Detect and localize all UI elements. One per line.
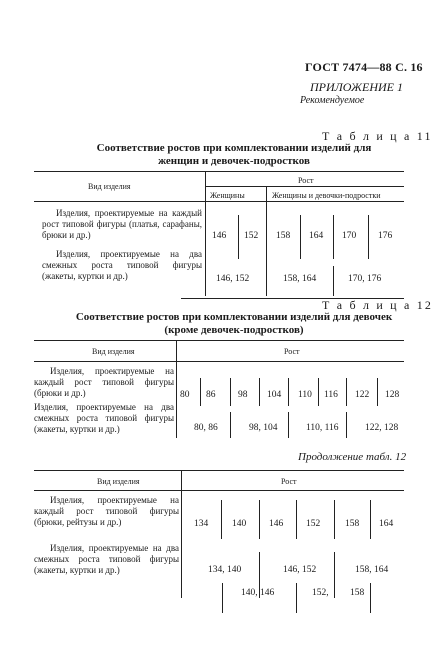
table-12-col-height: Рост bbox=[284, 347, 300, 356]
table-12-cont-row1-label: Изделия, проектируемые на каждый рост типовой фигуры (брюки, рейтузы и др.) bbox=[34, 495, 179, 527]
table-12-title bbox=[44, 311, 424, 337]
table-12-label: Т а б л и ц а 12 bbox=[322, 298, 434, 312]
table-12-row2-label: Изделия, проектируемые на два смежных роста типовой фигуры (жакеты, куртки и др.) bbox=[34, 402, 174, 434]
table-11-r1-v6: 176 bbox=[378, 231, 393, 241]
table-12-cont-r2-v3: 158, 164 bbox=[355, 565, 389, 575]
table-12-r1-v3: 98 bbox=[238, 390, 248, 400]
table-11-r1-v4: 164 bbox=[309, 231, 324, 241]
table-12-r2-v2: 98, 104 bbox=[249, 423, 278, 433]
table-12-col-item: Вид изделия bbox=[92, 347, 135, 356]
table-12-r1-v5: 110 bbox=[298, 390, 312, 400]
table-12-cont-r1-v5: 158 bbox=[345, 519, 360, 529]
table-12-r2-v3: 110, 116 bbox=[306, 423, 339, 433]
table-11-title bbox=[44, 142, 424, 168]
table-11-title-line2: женщин и девочек-подростков bbox=[158, 155, 310, 167]
table-12-cont-r1-v3: 146 bbox=[269, 519, 284, 529]
table-12-cont-r2-v2: 146, 152 bbox=[283, 565, 317, 575]
appendix-status: Рекомендуемое bbox=[300, 95, 365, 106]
table-11-r1-v5: 170 bbox=[342, 231, 357, 241]
table-11-sub-women: Женщины bbox=[210, 191, 245, 200]
document-code: ГОСТ 7474—88 С. 16 bbox=[305, 60, 423, 74]
table-11-r2-v3: 170, 176 bbox=[348, 274, 382, 284]
table-12-cont-r3-v1: 140, 146 bbox=[241, 588, 275, 598]
table-11-sub-women-girls: Женщины и девочки-подростки bbox=[272, 191, 381, 200]
table-12-r1-v7: 122 bbox=[355, 390, 370, 400]
table-12-r2-v1: 80, 86 bbox=[194, 423, 218, 433]
table-12-r1-v2: 86 bbox=[206, 390, 216, 400]
table-11-col-item: Вид изделия bbox=[88, 182, 131, 191]
table-11-r1-v2: 152 bbox=[244, 231, 259, 241]
table-12-r1-v1: 80 bbox=[180, 390, 190, 400]
table-11-r2-v2: 158, 164 bbox=[283, 274, 317, 284]
table-12-cont-r1-v4: 152 bbox=[306, 519, 321, 529]
table-12-row1-label: Изделия, проектируемые на каждый рост типовой фигуры (брюки и др.) bbox=[34, 366, 174, 398]
table-11-r2-v1: 146, 152 bbox=[216, 274, 250, 284]
table-11-row2-label: Изделия, проектируемые на два смежных роста типовой фигуры (жакеты, куртки и др.) bbox=[42, 249, 202, 281]
table-12-cont-r1-v6: 164 bbox=[379, 519, 394, 529]
table-11-row1-label: Изделия, проектируемые на каждый рост типовой фигуры (платья, сарафаны, брюки и др.) bbox=[42, 208, 202, 240]
table-12-cont-r3-v2: 152, bbox=[312, 588, 329, 598]
table-12-cont-col-item: Вид изделия bbox=[97, 477, 140, 486]
table-11-r1-v3: 158 bbox=[276, 231, 291, 241]
table-12-title-line2: (кроме девочек-подростков) bbox=[164, 324, 304, 336]
table-12-cont-r2-v1: 134, 140 bbox=[208, 565, 242, 575]
table-11-title-line1: Соответствие ростов при комплектовании изделий для bbox=[96, 142, 372, 154]
table-12-cont-label: Продолжение табл. 12 bbox=[298, 451, 407, 463]
table-12-r1-v8: 128 bbox=[385, 390, 400, 400]
table-12-r2-v4: 122, 128 bbox=[365, 423, 399, 433]
appendix-title: ПРИЛОЖЕНИЕ 1 bbox=[310, 80, 403, 94]
table-11-r1-v1: 146 bbox=[212, 231, 227, 241]
table-11-col-height: Рост bbox=[298, 176, 314, 185]
table-11-label: Т а б л и ц а 11 bbox=[322, 129, 433, 143]
table-12-cont-r1-v1: 134 bbox=[194, 519, 209, 529]
table-12-r1-v4: 104 bbox=[267, 390, 282, 400]
table-12-cont-r1-v2: 140 bbox=[232, 519, 247, 529]
table-12-cont-r3-v3: 158 bbox=[350, 588, 365, 598]
table-12-title-line1: Соответствие ростов при комплектовании изделий для девочек bbox=[75, 311, 393, 323]
table-12-cont-row2-label: Изделия, проектируемые на два смежных роста типовой фигуры (жакеты, куртки и др.) bbox=[34, 543, 179, 575]
table-12-r1-v6: 116 bbox=[324, 390, 338, 400]
table-12-cont-col-height: Рост bbox=[281, 477, 297, 486]
